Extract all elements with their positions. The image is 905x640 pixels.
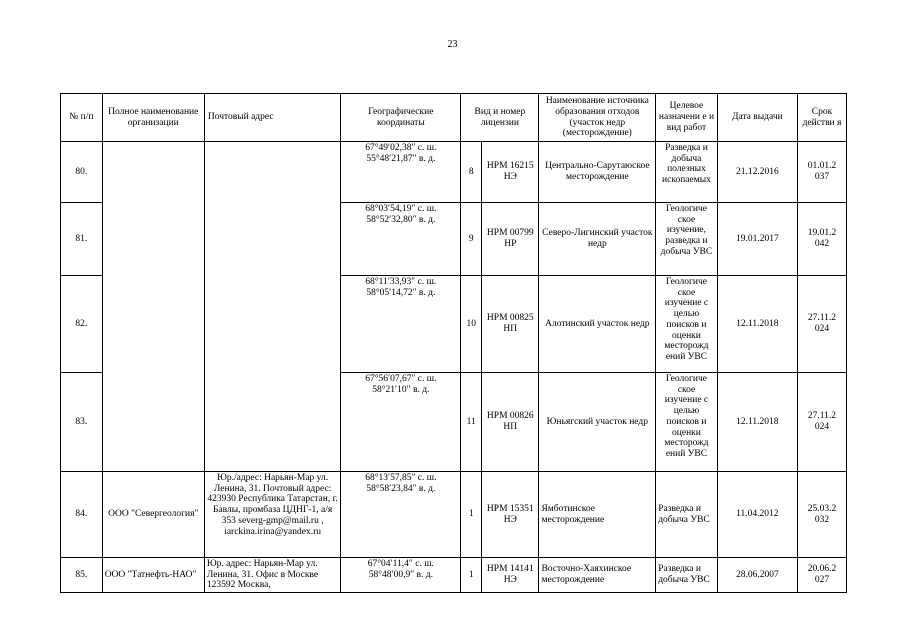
purpose: Разведка и добыча УВС — [656, 558, 718, 593]
longitude: 58°52′32,80″ в. д. — [366, 214, 436, 225]
header-address: Почтовый адрес — [204, 94, 341, 142]
row-number: 85. — [61, 558, 103, 593]
validity-date: 27.11.2 024 — [797, 276, 846, 373]
license-number: НРМ 14141 НЭ — [482, 558, 539, 593]
license-seq: 9 — [461, 203, 482, 276]
license-seq: 11 — [461, 373, 482, 472]
purpose — [656, 142, 718, 203]
purpose-text: Разведка и добыча полезных ископаемых — [662, 143, 711, 186]
coords-cell — [341, 472, 461, 558]
header-validity: Срок действи я — [797, 94, 846, 142]
postal-address: Юр./адрес: Нарьян-Мар ул. Ленина, 31. Почтовый адрес: 423930 Республика Татарстан, г. Бавлы, промбаза ЦДНГ-1, а/я 353 severg-gmp@mail.ru , iarckina.irina@yandex.ru — [204, 472, 341, 558]
issue-date: 12.11.2018 — [717, 276, 797, 373]
validity-date: 27.11.2 024 — [797, 373, 846, 472]
address-cell-empty — [204, 142, 341, 472]
row-number: 81. — [61, 203, 103, 276]
latitude: 68°11′33,93″ с. ш. — [365, 277, 437, 287]
license-number: НРМ 00825 НП — [482, 276, 539, 373]
longitude: 58°48′00,9″ в. д. — [368, 569, 433, 580]
table-row — [61, 142, 847, 203]
header-source: Наименование источника образования отходов (участок недр (месторождение) — [539, 94, 656, 142]
issue-date: 21.12.2016 — [717, 142, 797, 203]
issue-date: 28.06.2007 — [717, 558, 797, 593]
purpose: Геологиче ское изучение с целью поисков и оценки месторожд ений УВС — [656, 276, 718, 373]
license-number: НРМ 00799 НР — [482, 203, 539, 276]
row-number: 80. — [61, 142, 103, 203]
org-name: ООО "Татнефть-НАО" — [102, 558, 204, 593]
longitude: 58°21′10″ в. д. — [372, 384, 430, 395]
validity-date: 25.03.2 032 — [797, 472, 846, 558]
validity-date: 19.01.2 042 — [797, 203, 846, 276]
page-number: 23 — [447, 39, 458, 50]
table-row — [61, 558, 847, 593]
source-name: Алотинский участок недр — [539, 276, 656, 373]
coords-cell — [341, 558, 461, 593]
purpose: Геологиче ское изучение с целью поисков и оценки месторожд ений УВС — [656, 373, 718, 472]
license-seq: 1 — [461, 472, 482, 558]
source-name: Северо-Лигинский участок недр — [539, 203, 656, 276]
source-name: Ямботинское месторождение — [539, 472, 656, 558]
license-table — [60, 93, 847, 593]
purpose: Геологиче ское изучение, разведка и добыча УВС — [656, 203, 718, 276]
header-license: Вид и номер лицензии — [461, 94, 539, 142]
validity-date: 01.01.2 037 — [797, 142, 846, 203]
postal-address-text: Юр. адрес: Нарьян-Мар ул. Ленина, 31. Офис в Москве 123592 Москва, — [206, 559, 319, 589]
license-number: НРМ 00826 НП — [482, 373, 539, 472]
coords-cell — [341, 203, 461, 276]
latitude: 68°03′54,19″ с. ш. — [365, 204, 437, 214]
license-number: НРМ 16215 НЭ — [482, 142, 539, 203]
issue-date: 12.11.2018 — [717, 373, 797, 472]
postal-address — [204, 558, 341, 593]
header-org: Полное наименование организации — [102, 94, 204, 142]
issue-date: 11.04.2012 — [717, 472, 797, 558]
row-number: 82. — [61, 276, 103, 373]
license-number: НРМ 15351 НЭ — [482, 472, 539, 558]
latitude: 67°49′02,38″ с. ш. — [365, 143, 437, 153]
org-name: ООО "Севергеология" — [102, 472, 204, 558]
header-num: № п/п — [61, 94, 103, 142]
latitude: 67°04′11,4″ с. ш. — [367, 559, 434, 569]
latitude: 67°56′07,67″ с. ш. — [365, 374, 437, 384]
longitude: 58°58′23,84″ в. д. — [366, 483, 436, 494]
header-coords: Географические координаты — [341, 94, 461, 142]
row-number: 83. — [61, 373, 103, 472]
longitude: 58°05′14,72″ в. д. — [366, 287, 436, 298]
purpose: Разведка и добыча УВС — [656, 472, 718, 558]
source-name: Юньягский участок недр — [539, 373, 656, 472]
latitude: 68°13′57,85″ с. ш. — [365, 473, 437, 483]
coords-cell — [341, 142, 461, 203]
validity-date: 20.06.2 027 — [797, 558, 846, 593]
issue-date: 19.01.2017 — [717, 203, 797, 276]
row-number: 84. — [61, 472, 103, 558]
table-row — [61, 472, 847, 558]
longitude: 55°48′21,87″ в. д. — [366, 153, 436, 164]
table-header-row — [61, 94, 847, 142]
source-name: Восточно-Хаяхинское месторождение — [539, 558, 656, 593]
license-seq: 8 — [461, 142, 482, 203]
source-name: Центрально-Сарутаюское месторождение — [539, 142, 656, 203]
header-purpose: Целевое назначени е и вид работ — [656, 94, 718, 142]
header-issue-date: Дата выдачи — [717, 94, 797, 142]
coords-cell — [341, 373, 461, 472]
coords-cell — [341, 276, 461, 373]
org-name-cell-empty — [102, 142, 204, 472]
license-seq: 1 — [461, 558, 482, 593]
license-seq: 10 — [461, 276, 482, 373]
